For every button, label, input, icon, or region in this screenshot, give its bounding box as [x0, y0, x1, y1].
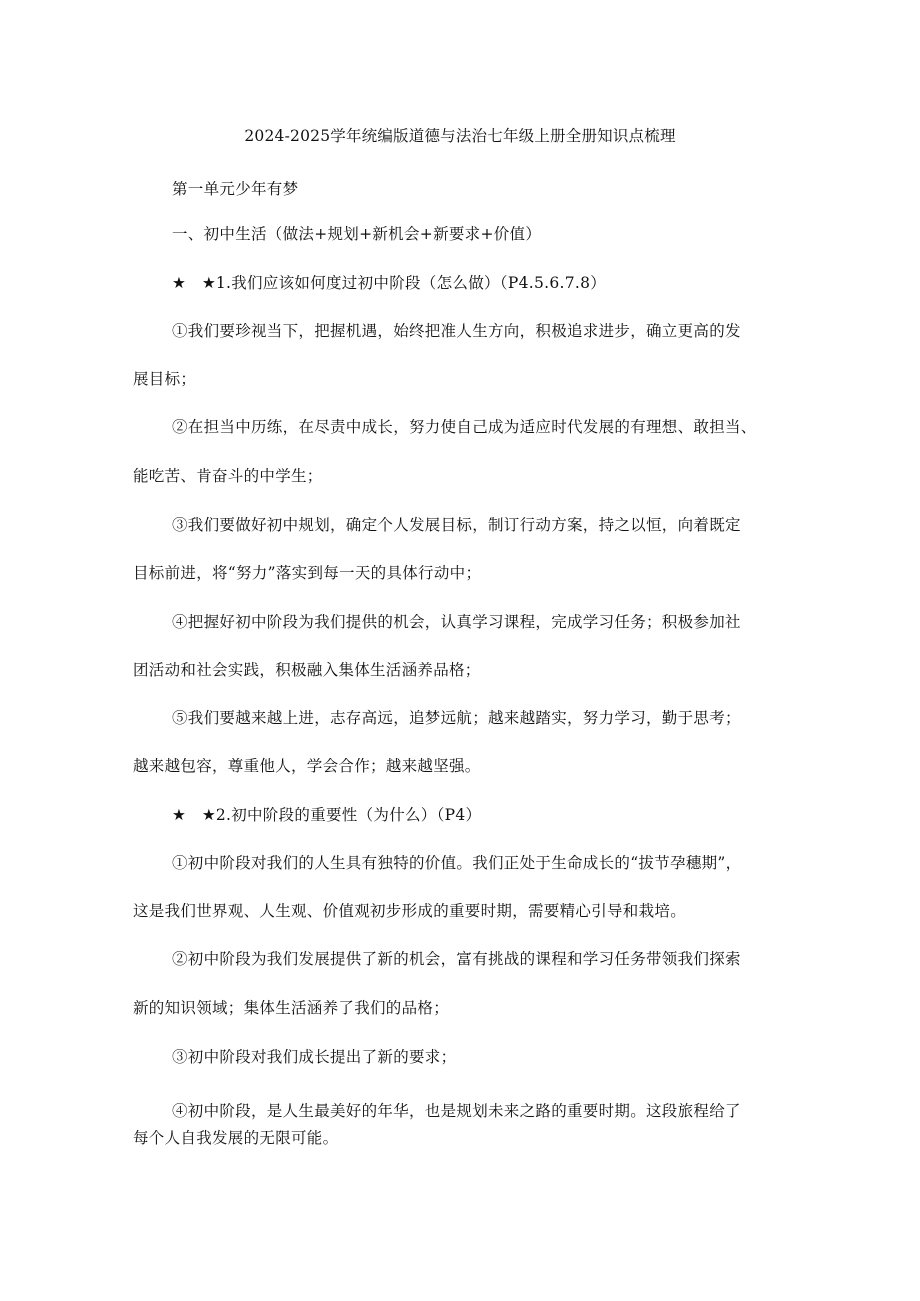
point-line: ④把握好初中阶段为我们提供的机会，认真学习课程，完成学习任务；积极参加社 [172, 613, 741, 631]
question-1-text: 1.我们应该如何度过初中阶段（怎么做）（P4.5.6.7.8） [215, 274, 607, 292]
point-line: ②在担当中历练，在尽责中成长，努力使自己成为适应时代发展的有理想、敢担当、 [172, 418, 757, 436]
question-2-heading [172, 803, 481, 825]
point-line: ①我们要珍视当下，把握机遇，始终把准人生方向，积极追求进步，确立更高的发 [172, 322, 741, 340]
point-line: 每个人自我发展的无限可能。 [133, 1129, 339, 1147]
point-line: ③我们要做好初中规划，确定个人发展目标，制订行动方案，持之以恒，向着既定 [172, 516, 741, 534]
section-heading: 一、初中生活（做法+规划+新机会+新要求+价值） [172, 225, 542, 243]
star-icon: ★ [172, 806, 186, 824]
point-line: ④初中阶段，是人生最美好的年华，也是规划未来之路的重要时期。这段旅程给了 [172, 1102, 741, 1120]
document-title: 2024-2025学年统编版道德与法治七年级上册全册知识点梳理 [244, 127, 676, 145]
unit-heading: 第一单元少年有梦 [172, 180, 299, 198]
point-line: 越来越包容，尊重他人，学会合作；越来越坚强。 [133, 757, 481, 775]
star-icon: ★ [201, 274, 216, 292]
point-line: ②初中阶段为我们发展提供了新的机会，富有挑战的课程和学习任务带领我们探索 [172, 950, 741, 968]
point-line: 目标前进，将“努力”落实到每一天的具体行动中； [133, 564, 482, 582]
star-icon: ★ [201, 806, 216, 824]
point-line: 能吃苦、肯奋斗的中学生； [133, 467, 323, 485]
point-line: 展目标； [133, 370, 197, 388]
question-1-heading [172, 271, 606, 293]
star-icon: ★ [172, 274, 186, 292]
point-line: 团活动和社会实践，积极融入集体生活涵养品格； [133, 661, 481, 679]
point-line: 这是我们世界观、人生观、价值观初步形成的重要时期，需要精心引导和栽培。 [133, 902, 687, 920]
point-line: ⑤我们要越来越上进，志存高远，追梦远航；越来越踏实，努力学习，勤于思考； [172, 709, 741, 727]
point-line: 新的知识领域；集体生活涵养了我们的品格； [133, 999, 450, 1017]
question-2-text: 2.初中阶段的重要性（为什么）（P4） [215, 806, 482, 824]
point-line: ③初中阶段对我们成长提出了新的要求； [172, 1048, 457, 1066]
point-line: ①初中阶段对我们的人生具有独特的价值。我们正处于生命成长的“拔节孕穗期”， [172, 854, 742, 872]
